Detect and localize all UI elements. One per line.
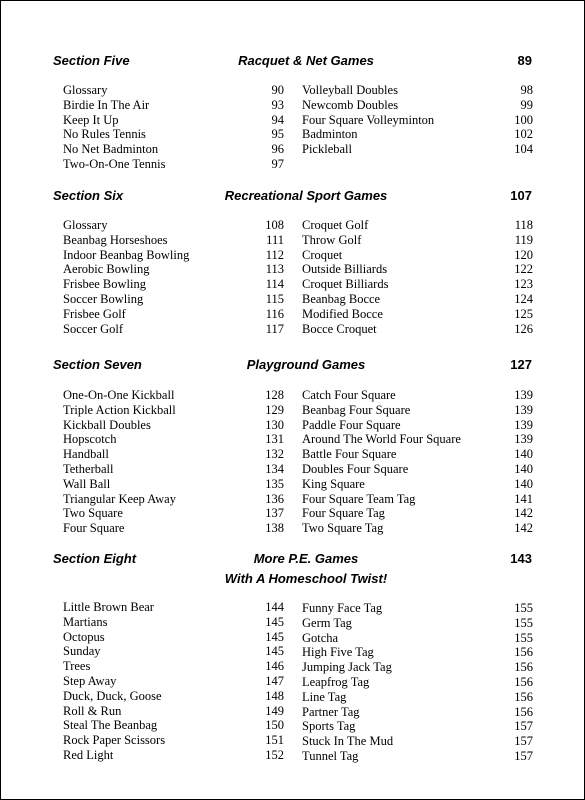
section-six [1, 188, 584, 336]
toc-entry [302, 83, 533, 98]
entry-title: High Five Tag [302, 645, 374, 660]
entry-title: Red Light [63, 747, 114, 762]
entry-title: Triangular Keep Away [63, 491, 176, 506]
entry-title: Four Square Team Tag [302, 491, 416, 506]
entry-page: 98 [520, 83, 533, 97]
entry-title: Croquet Billiards [302, 277, 389, 292]
toc-entry [302, 248, 533, 263]
entry-title: Germ Tag [302, 615, 352, 630]
toc-entry [63, 418, 284, 433]
section-title-line-2: With A Homeschool Twist! [224, 571, 388, 586]
section-header [1, 188, 584, 206]
toc-entry [302, 506, 533, 521]
entry-page: 118 [514, 218, 533, 232]
toc-entry [63, 506, 284, 521]
entry-title: Octopus [63, 629, 105, 644]
entry-page: 132 [265, 447, 284, 462]
toc-entry [63, 127, 284, 142]
section-label: Section Six [53, 188, 124, 203]
toc-entry [63, 630, 284, 645]
entry-title: Birdie In The Air [63, 97, 150, 112]
toc-entry [63, 233, 284, 248]
entry-page: 140 [514, 447, 533, 462]
entry-page: 112 [265, 247, 284, 262]
section-label: Section Five [53, 53, 130, 68]
entry-title: Line Tag [302, 689, 347, 704]
entry-title: Four Square [63, 521, 125, 536]
entry-page: 122 [514, 262, 533, 277]
entry-page: 123 [514, 277, 533, 292]
entry-page: 155 [514, 601, 533, 615]
toc-entry [63, 142, 284, 157]
entries-right-column [302, 83, 533, 157]
toc-entry [63, 748, 284, 763]
toc-entry [63, 674, 284, 689]
entry-title: Frisbee Bowling [63, 277, 146, 292]
entry-title: Newcomb Doubles [302, 97, 399, 112]
toc-entry [63, 113, 284, 128]
entry-title: Tunnel Tag [302, 748, 359, 763]
toc-entry [302, 645, 533, 660]
section-eight [1, 551, 584, 763]
entry-page: 142 [514, 521, 533, 536]
toc-entry [302, 233, 533, 248]
entry-page: 137 [265, 506, 284, 521]
toc-entry [302, 218, 533, 233]
entry-page: 149 [265, 703, 284, 718]
entry-title: Step Away [63, 673, 117, 688]
section-seven [1, 357, 584, 536]
entry-title: Volleyball Doubles [302, 83, 398, 97]
entry-page: 139 [514, 402, 533, 417]
toc-entry [302, 432, 533, 447]
entry-title: King Square [302, 476, 365, 491]
entry-page: 138 [265, 521, 284, 536]
entry-page: 104 [514, 142, 533, 157]
section-label: Section Seven [53, 357, 142, 372]
toc-entry [63, 704, 284, 719]
entry-title: Badminton [302, 127, 358, 142]
entry-page: 130 [265, 417, 284, 432]
toc-entry [63, 262, 284, 277]
entry-title: Bocce Croquet [302, 321, 377, 336]
entry-title: Sunday [63, 644, 101, 659]
entry-page: 157 [514, 734, 533, 749]
entry-title: Modified Bocce [302, 306, 383, 321]
entry-page: 100 [514, 112, 533, 127]
entry-page: 102 [514, 127, 533, 142]
section-title: Racquet & Net Games [238, 53, 374, 68]
entry-title: Doubles Four Square [302, 461, 409, 476]
toc-entry [302, 749, 533, 764]
entry-page: 128 [265, 388, 284, 402]
entry-page: 96 [271, 142, 284, 157]
toc-entry [302, 631, 533, 646]
entry-page: 147 [265, 673, 284, 688]
entry-page: 141 [514, 491, 533, 506]
entry-title: Sports Tag [302, 719, 356, 734]
entry-title: Indoor Beanbag Bowling [63, 247, 190, 262]
toc-entry [302, 127, 533, 142]
entry-page: 129 [265, 402, 284, 417]
toc-entry [63, 157, 284, 172]
entry-title: Leapfrog Tag [302, 674, 370, 689]
entry-page: 99 [520, 97, 533, 112]
toc-entry [63, 432, 284, 447]
toc-entry [63, 218, 284, 233]
toc-entry [302, 601, 533, 616]
entry-page: 145 [265, 629, 284, 644]
entry-title: Keep It Up [63, 112, 119, 127]
toc-entry [302, 660, 533, 675]
toc-entry [302, 705, 533, 720]
toc-entry [302, 292, 533, 307]
toc-entry [63, 600, 284, 615]
entry-title: Two-On-One Tennis [63, 156, 166, 171]
section-five [1, 53, 584, 171]
entry-title: No Rules Tennis [63, 127, 146, 142]
entry-page: 139 [514, 417, 533, 432]
entry-title: Rock Paper Scissors [63, 733, 166, 748]
entry-title: Kickball Doubles [63, 417, 151, 432]
entry-title: Around The World Four Square [302, 432, 461, 447]
toc-entry [302, 418, 533, 433]
entry-page: 108 [265, 218, 284, 232]
toc-entry [302, 462, 533, 477]
entries-right-column [302, 218, 533, 336]
entry-page: 113 [265, 262, 284, 277]
entry-page: 119 [514, 232, 533, 247]
entry-page: 115 [265, 291, 284, 306]
toc-entry [63, 322, 284, 337]
section-header [1, 551, 584, 586]
entry-title: No Net Badminton [63, 142, 159, 157]
toc-entry [302, 322, 533, 337]
entry-page: 95 [271, 127, 284, 142]
entry-page: 157 [514, 748, 533, 763]
entry-title: Tetherball [63, 461, 114, 476]
entry-page: 146 [265, 659, 284, 674]
toc-entry [302, 142, 533, 157]
toc-entry [63, 477, 284, 492]
entry-title: Triple Action Kickball [63, 402, 176, 417]
entry-page: 150 [265, 718, 284, 733]
entry-title: Trees [63, 659, 91, 674]
entry-title: Steal The Beanbag [63, 718, 158, 733]
toc-entry [63, 248, 284, 263]
entry-title: Four Square Tag [302, 506, 385, 521]
toc-entry [63, 521, 284, 536]
toc-entry [63, 462, 284, 477]
toc-entry [302, 113, 533, 128]
toc-entry [63, 447, 284, 462]
section-header [1, 53, 584, 71]
entry-title: Frisbee Golf [63, 306, 126, 321]
entry-page: 140 [514, 461, 533, 476]
entry-page: 126 [514, 321, 533, 336]
section-title: Playground Games [246, 357, 366, 372]
entry-page: 111 [266, 232, 284, 247]
toc-entry [63, 98, 284, 113]
toc-entry [302, 521, 533, 536]
entry-page: 97 [271, 156, 284, 171]
entry-page: 144 [265, 600, 284, 614]
entry-title: Little Brown Bear [63, 600, 154, 614]
entry-title: One-On-One Kickball [63, 388, 175, 402]
section-page-number: 107 [510, 188, 532, 203]
entries-left-column [63, 218, 284, 336]
section-header [1, 357, 584, 375]
entry-title: Two Square [63, 506, 123, 521]
entry-page: 156 [514, 674, 533, 689]
entry-page: 114 [265, 277, 284, 292]
toc-entry [302, 690, 533, 705]
entry-page: 90 [271, 83, 284, 97]
toc-entry [302, 492, 533, 507]
entry-title: Soccer Bowling [63, 291, 144, 306]
entry-title: Glossary [63, 218, 108, 232]
entry-page: 93 [271, 97, 284, 112]
entry-page: 142 [514, 506, 533, 521]
entries-left-column [63, 600, 284, 763]
entry-title: Beanbag Four Square [302, 402, 411, 417]
entry-title: Beanbag Horseshoes [63, 232, 168, 247]
toc-entry [302, 616, 533, 631]
section-page-number: 143 [510, 551, 532, 566]
section-title: More P.E. Games [253, 551, 359, 566]
toc-entry [63, 277, 284, 292]
entry-title: Outside Billiards [302, 262, 388, 277]
toc-entry [63, 292, 284, 307]
entry-title: Throw Golf [302, 232, 362, 247]
entry-page: 156 [514, 645, 533, 660]
entry-page: 116 [265, 306, 284, 321]
entry-title: Glossary [63, 83, 108, 97]
entry-page: 155 [514, 615, 533, 630]
section-page-number: 127 [510, 357, 532, 372]
entry-title: Martians [63, 614, 108, 629]
toc-entry [302, 388, 533, 403]
entry-page: 140 [514, 476, 533, 491]
entry-title: Hopscotch [63, 432, 117, 447]
toc-entry [63, 83, 284, 98]
entry-page: 136 [265, 491, 284, 506]
entries-left-column [63, 83, 284, 172]
entry-page: 134 [265, 461, 284, 476]
entry-title: Pickleball [302, 142, 352, 157]
entry-title: Partner Tag [302, 704, 360, 719]
entry-page: 131 [265, 432, 284, 447]
entries-right-column [302, 388, 533, 536]
section-title: Recreational Sport Games [224, 188, 388, 203]
toc-entry [63, 733, 284, 748]
entry-page: 145 [265, 614, 284, 629]
toc-entry [63, 492, 284, 507]
toc-entry [63, 615, 284, 630]
toc-entry [302, 277, 533, 292]
entry-page: 139 [514, 432, 533, 447]
entry-page: 125 [514, 306, 533, 321]
entry-page: 148 [265, 688, 284, 703]
entry-title: Paddle Four Square [302, 417, 401, 432]
toc-entry [302, 98, 533, 113]
toc-entry [63, 403, 284, 418]
entry-title: Aerobic Bowling [63, 262, 150, 277]
toc-entry [63, 307, 284, 322]
toc-entry [302, 307, 533, 322]
entry-title: Gotcha [302, 630, 339, 645]
entry-page: 117 [265, 321, 284, 336]
toc-entry [302, 447, 533, 462]
entry-title: Four Square Volleyminton [302, 112, 435, 127]
entry-page: 124 [514, 291, 533, 306]
entry-page: 156 [514, 660, 533, 675]
entry-page: 157 [514, 719, 533, 734]
entry-page: 152 [265, 747, 284, 762]
toc-entry [63, 659, 284, 674]
toc-entry [302, 477, 533, 492]
entry-title: Croquet Golf [302, 218, 369, 232]
entry-title: Duck, Duck, Goose [63, 688, 162, 703]
entry-title: Two Square Tag [302, 521, 384, 536]
toc-entry [302, 403, 533, 418]
section-label: Section Eight [53, 551, 137, 566]
entry-page: 139 [514, 388, 533, 402]
entry-title: Roll & Run [63, 703, 122, 718]
entry-page: 155 [514, 630, 533, 645]
entry-title: Battle Four Square [302, 447, 397, 462]
toc-entry [302, 734, 533, 749]
entries-right-column [302, 601, 533, 764]
toc-entry [302, 719, 533, 734]
toc-entry [302, 675, 533, 690]
entry-title: Funny Face Tag [302, 601, 383, 615]
toc-entry [63, 689, 284, 704]
section-page-number: 89 [517, 53, 532, 68]
toc-entry [63, 644, 284, 659]
entry-page: 156 [514, 689, 533, 704]
entry-title: Jumping Jack Tag [302, 660, 392, 675]
entry-title: Beanbag Bocce [302, 291, 381, 306]
toc-entry [302, 262, 533, 277]
entry-title: Wall Ball [63, 476, 111, 491]
entry-title: Soccer Golf [63, 321, 124, 336]
entry-page: 120 [514, 247, 533, 262]
entry-page: 145 [265, 644, 284, 659]
entry-title: Stuck In The Mud [302, 734, 394, 749]
entry-title: Handball [63, 447, 109, 462]
entry-page: 135 [265, 476, 284, 491]
toc-entry [63, 388, 284, 403]
entry-title: Croquet [302, 247, 343, 262]
entry-page: 151 [265, 733, 284, 748]
entry-title: Catch Four Square [302, 388, 396, 402]
toc-entry [63, 718, 284, 733]
entry-page: 94 [271, 112, 284, 127]
entries-left-column [63, 388, 284, 536]
entry-page: 156 [514, 704, 533, 719]
